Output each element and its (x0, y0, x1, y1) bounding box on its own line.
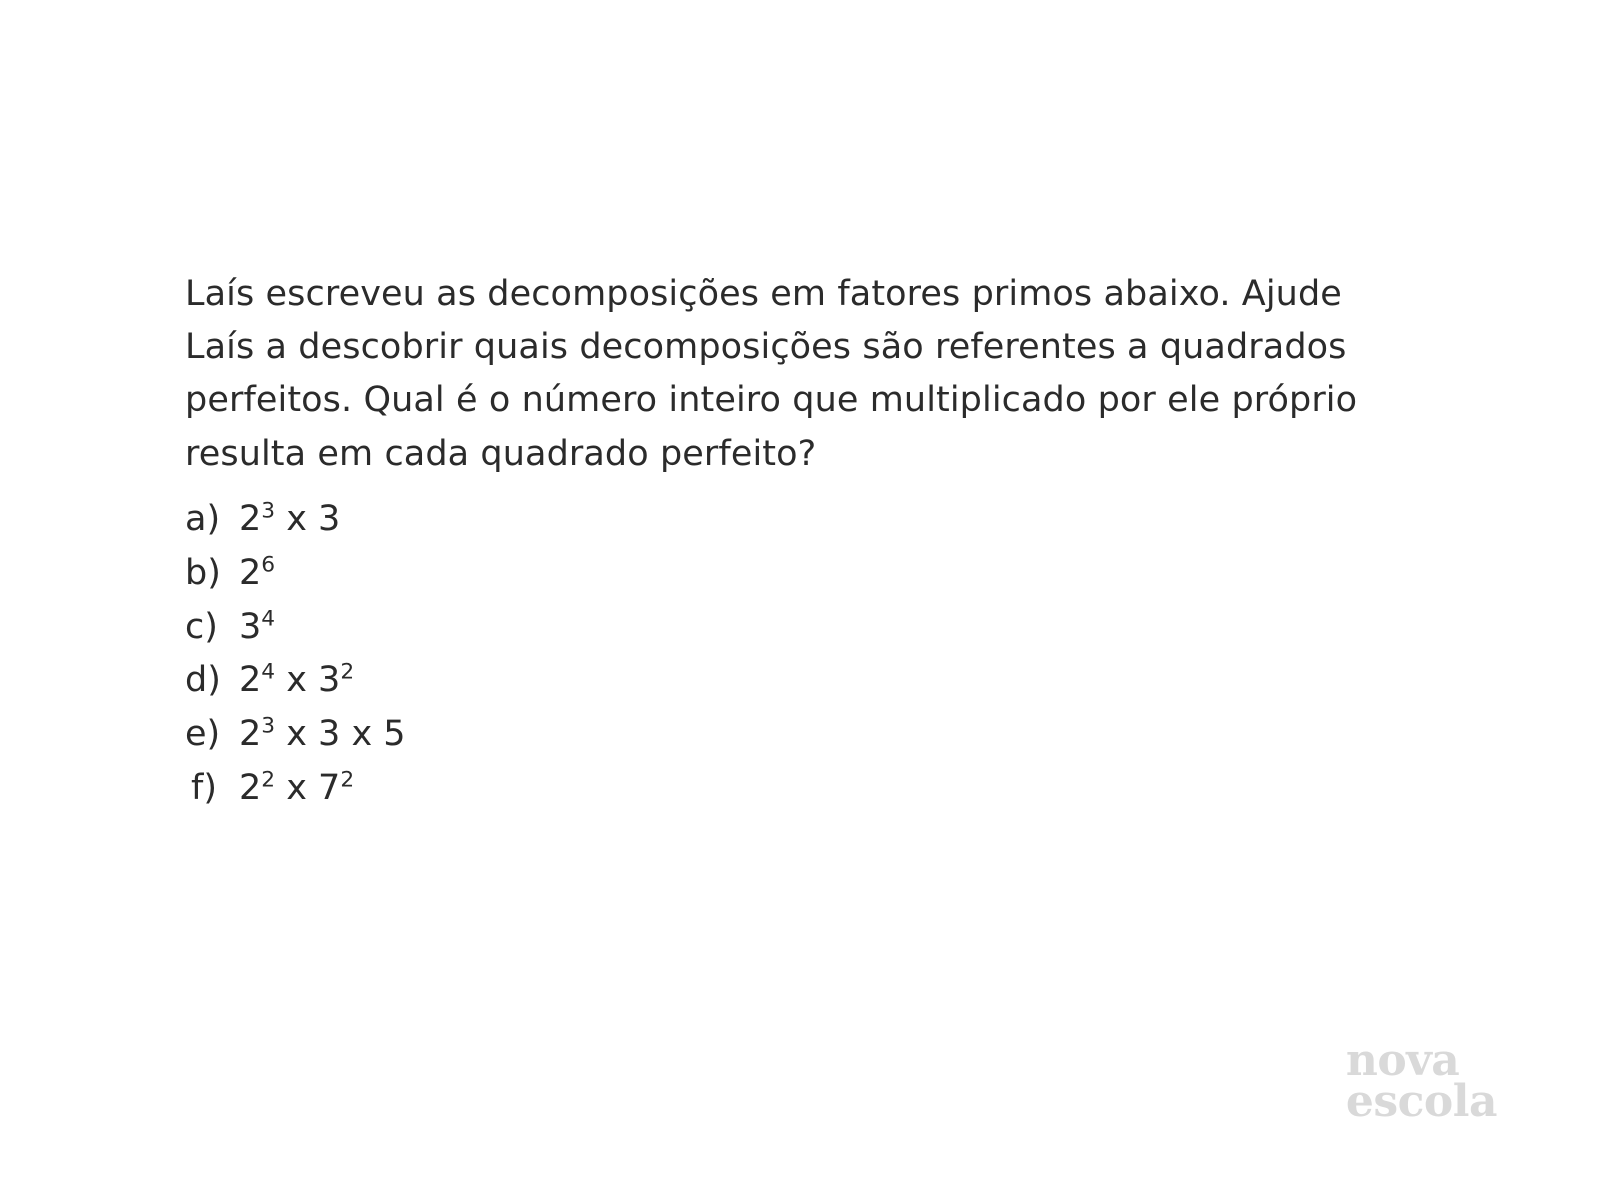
option-value-f: $2^2$ x $7^2$ (239, 767, 355, 809)
list-item (185, 493, 1415, 547)
list-item (185, 547, 1415, 601)
options-list (185, 493, 1415, 816)
logo-line-1: nova (1345, 1035, 1460, 1087)
nova-escola-logo (1345, 1035, 1497, 1127)
option-label-c: c) (185, 606, 218, 647)
question-block (185, 268, 1415, 816)
option-label-a: a) (185, 498, 221, 539)
option-label-f: f) (191, 768, 217, 809)
option-value-d: $2^4$ x $3^2$ (239, 659, 355, 701)
option-value-c: $3^4$ (239, 605, 276, 647)
option-value-b: $2^6$ (239, 551, 276, 593)
option-value-a: $2^3$ x 3 (239, 498, 341, 539)
question-text: Laís escreveu as decomposições em fatores primos abaixo. Ajude Laís a descobrir quais decomposições são referentes a quadrados perfeitos. Qual é o número inteiro que multiplicado por ele próprio resulta em cada quadrado perfeito? (185, 274, 1358, 474)
option-label-b: b) (185, 552, 221, 593)
option-label-e: e) (185, 714, 221, 755)
list-item (185, 601, 1415, 655)
list-item (185, 708, 1415, 762)
list-item (185, 762, 1415, 816)
list-item (185, 654, 1415, 708)
option-value-e: $2^3$ x 3 x 5 (239, 713, 406, 755)
logo-line-2: escola (1345, 1075, 1497, 1127)
option-label-d: d) (185, 660, 221, 701)
